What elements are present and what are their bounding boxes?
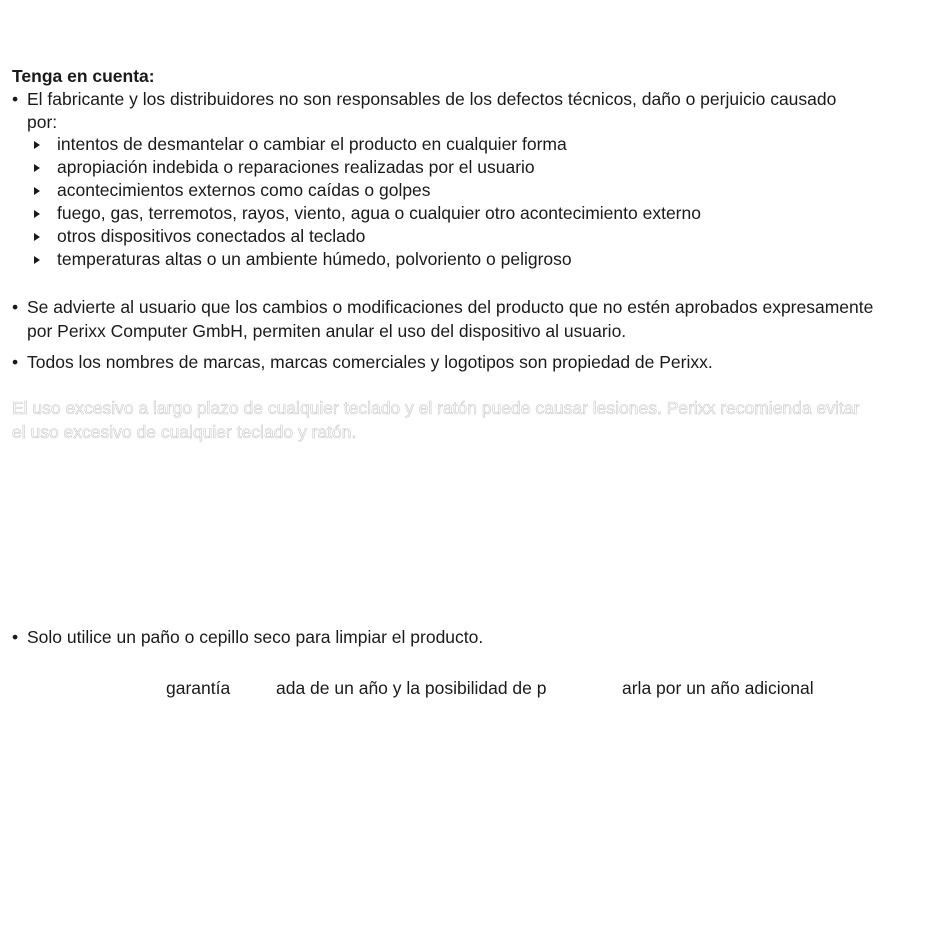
notice-bullet-modifications [12, 296, 948, 343]
list-item [32, 179, 912, 202]
notice-bullet-liability [12, 88, 948, 134]
list-item-text: otros dispositivos conectados al teclado [57, 226, 366, 246]
bullet-text-continued: por Perixx Computer GmbH, permiten anular el uso del dispositivo al usuario. [27, 321, 627, 341]
bullet-dot: • [12, 352, 19, 372]
bullet-text: El fabricante y los distribuidores no son responsables de los defectos técnicos, daño o perjuicio causado [27, 89, 837, 109]
list-item [32, 225, 912, 248]
liability-sublist [32, 133, 912, 271]
bullet-text: Solo utilice un paño o cepillo seco para limpiar el producto. [27, 627, 484, 647]
list-item-text: acontecimientos externos como caídas o golpes [57, 180, 431, 200]
triangle-bullet-icon [34, 210, 40, 218]
triangle-bullet-icon [34, 256, 40, 264]
warranty-fragment: ada de un año y la posibilidad de p [276, 678, 547, 698]
list-item [32, 248, 912, 271]
list-item [32, 202, 912, 225]
bullet-dot: • [12, 627, 19, 647]
warranty-fragment: garantía [166, 678, 231, 698]
triangle-bullet-icon [34, 187, 40, 195]
notice-heading: Tenga en cuenta: [12, 66, 155, 86]
list-item-text: apropiación indebida o reparaciones realizadas por el usuario [57, 157, 535, 177]
triangle-bullet-icon [34, 164, 40, 172]
bullet-text: Se advierte al usuario que los cambios o modificaciones del producto que no estén aprobados expresamente [27, 297, 874, 317]
usage-warning [12, 396, 948, 444]
notice-bullet-trademarks [12, 351, 948, 374]
list-item-text: fuego, gas, terremotos, rayos, viento, agua o cualquier otro acontecimiento externo [57, 203, 701, 223]
bullet-text: Todos los nombres de marcas, marcas comerciales y logotipos son propiedad de Perixx. [27, 352, 713, 372]
bullet-dot: • [12, 89, 19, 109]
list-item [32, 156, 912, 179]
triangle-bullet-icon [34, 141, 40, 149]
bullet-dot: • [12, 297, 19, 317]
list-item-text: intentos de desmantelar o cambiar el producto en cualquier forma [57, 134, 567, 154]
list-item-text: temperaturas altas o un ambiente húmedo, polvoriento o peligroso [57, 249, 572, 269]
care-bullet [12, 626, 948, 649]
list-item [32, 133, 912, 156]
triangle-bullet-icon [34, 233, 40, 241]
bullet-text-continued: por: [27, 112, 58, 132]
usage-warning-line: el uso excesivo de cualquier teclado y ratón. [12, 422, 357, 442]
usage-warning-line: El uso excesivo a largo plazo de cualquier teclado y el ratón puede causar lesiones. Perixx recomienda evitar [12, 398, 860, 418]
warranty-fragment: arla por un año adicional [622, 678, 814, 698]
